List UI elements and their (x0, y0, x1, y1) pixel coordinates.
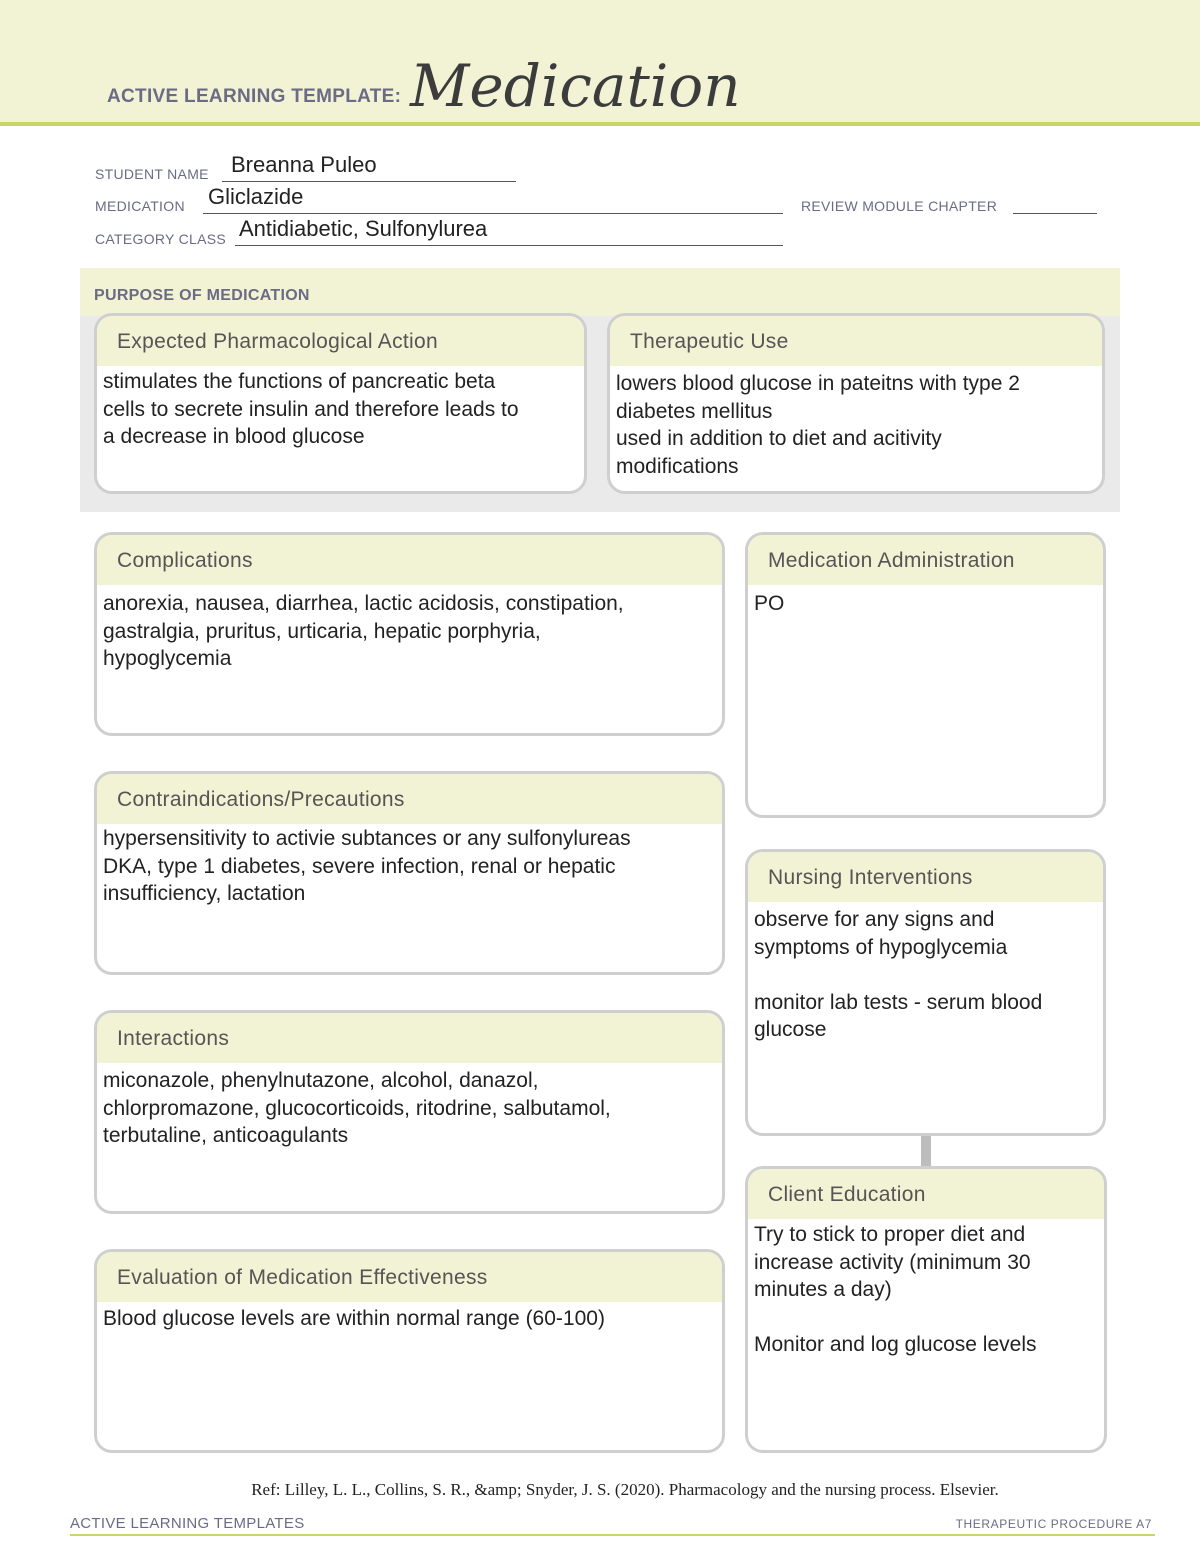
review-module-field[interactable] (1013, 213, 1097, 214)
purpose-label: PURPOSE OF MEDICATION (94, 287, 310, 304)
expected-action-title: Expected Pharmacological Action (97, 316, 584, 366)
text-line: chlorpromazone, glucocorticoids, ritodrine, salbutamol, (103, 1096, 611, 1120)
nursing-interventions-text[interactable] (748, 902, 1103, 1044)
complications-text[interactable] (97, 585, 722, 673)
evaluation-title: Evaluation of Medication Effectiveness (97, 1252, 722, 1302)
contraindications-title: Contraindications/Precautions (97, 774, 722, 824)
text-line: gastralgia, pruritus, urticaria, hepatic porphyria, (103, 619, 541, 643)
therapeutic-use-box (607, 313, 1105, 494)
medication-administration-box (745, 532, 1106, 818)
text-line: Monitor and log glucose levels (754, 1333, 1037, 1356)
category-class-line (235, 245, 783, 246)
text-line: miconazole, phenylnutazone, alcohol, danazol, (103, 1069, 539, 1092)
text-line: increase activity (minimum 30 (754, 1250, 1031, 1274)
footer-divider (70, 1534, 1155, 1536)
reference-citation: Ref: Lilley, L. L., Collins, S. R., &amp; Snyder, J. S. (2020). Pharmacology and the nursing process. Elsevier. (251, 1480, 999, 1499)
complications-box (94, 532, 725, 736)
text-line: used in addition to diet and acitivity (616, 427, 942, 450)
text-line: terbutaline, anticoagulants (103, 1124, 349, 1147)
client-education-title: Client Education (748, 1169, 1104, 1219)
complications-title: Complications (97, 535, 722, 585)
text-line: DKA, type 1 diabetes, severe infection, renal or hepatic (103, 854, 616, 878)
footer-right: THERAPEUTIC PROCEDURE A7 (955, 1517, 1152, 1531)
medication-field[interactable]: Gliclazide (208, 184, 304, 209)
medication-label: MEDICATION (95, 198, 185, 214)
evaluation-text[interactable] (97, 1302, 722, 1333)
category-class-field[interactable]: Antidiabetic, Sulfonylurea (239, 216, 488, 241)
expected-action-text[interactable] (97, 366, 584, 451)
text-line: Blood glucose levels are within normal range (60-100) (103, 1307, 605, 1330)
student-name-line (222, 181, 516, 182)
text-line: modifications (616, 454, 739, 478)
client-education-text[interactable] (748, 1219, 1104, 1359)
text-line: symptoms of hypoglycemia (754, 935, 1008, 959)
contraindications-text[interactable] (97, 824, 722, 908)
text-line (754, 1304, 1094, 1332)
interactions-box (94, 1010, 725, 1214)
evaluation-box (94, 1249, 725, 1453)
text-line: stimulates the functions of pancreatic beta (103, 370, 496, 393)
template-label: ACTIVE LEARNING TEMPLATE: (107, 86, 402, 107)
text-line: anorexia, nausea, diarrhea, lactic acidosis, constipation, (103, 592, 624, 615)
text-line: minutes a day) (754, 1278, 892, 1301)
text-line: PO (754, 592, 785, 615)
text-line: insufficiency, lactation (103, 882, 306, 905)
medication-administration-text[interactable] (748, 585, 1103, 618)
category-class-label: CATEGORY CLASS (95, 231, 227, 247)
footer-left: ACTIVE LEARNING TEMPLATES (70, 1515, 305, 1532)
text-line: monitor lab tests - serum blood (754, 990, 1043, 1014)
student-name-label: STUDENT NAME (95, 166, 209, 182)
client-education-box (745, 1166, 1107, 1453)
header-divider (0, 122, 1200, 126)
interactions-title: Interactions (97, 1013, 722, 1063)
medication-administration-title: Medication Administration (748, 535, 1103, 585)
therapeutic-use-text[interactable] (610, 366, 1102, 480)
nursing-interventions-box (745, 849, 1106, 1136)
connector-bar (921, 1136, 931, 1166)
contraindications-box (94, 771, 725, 975)
text-line: hypoglycemia (103, 647, 232, 670)
text-line: hypersensitivity to activie subtances or any sulfonylureas (103, 827, 631, 850)
student-name-field[interactable]: Breanna Puleo (231, 152, 377, 177)
review-module-label: REVIEW MODULE CHAPTER (801, 198, 998, 214)
text-line: glucose (754, 1018, 827, 1041)
expected-action-box (94, 313, 587, 494)
text-line: lowers blood glucose in pateitns with type 2 (616, 372, 1020, 395)
nursing-interventions-title: Nursing Interventions (748, 852, 1103, 902)
text-line: a decrease in blood glucose (103, 425, 365, 448)
text-line (754, 961, 1093, 989)
therapeutic-use-title: Therapeutic Use (610, 316, 1102, 366)
page-title: Medication (410, 52, 741, 120)
text-line: cells to secrete insulin and therefore leads to (103, 397, 519, 421)
text-line: observe for any signs and (754, 908, 995, 931)
medication-line (203, 213, 783, 214)
text-line: Try to stick to proper diet and (754, 1223, 1026, 1246)
interactions-text[interactable] (97, 1063, 722, 1150)
text-line: diabetes mellitus (616, 399, 773, 423)
